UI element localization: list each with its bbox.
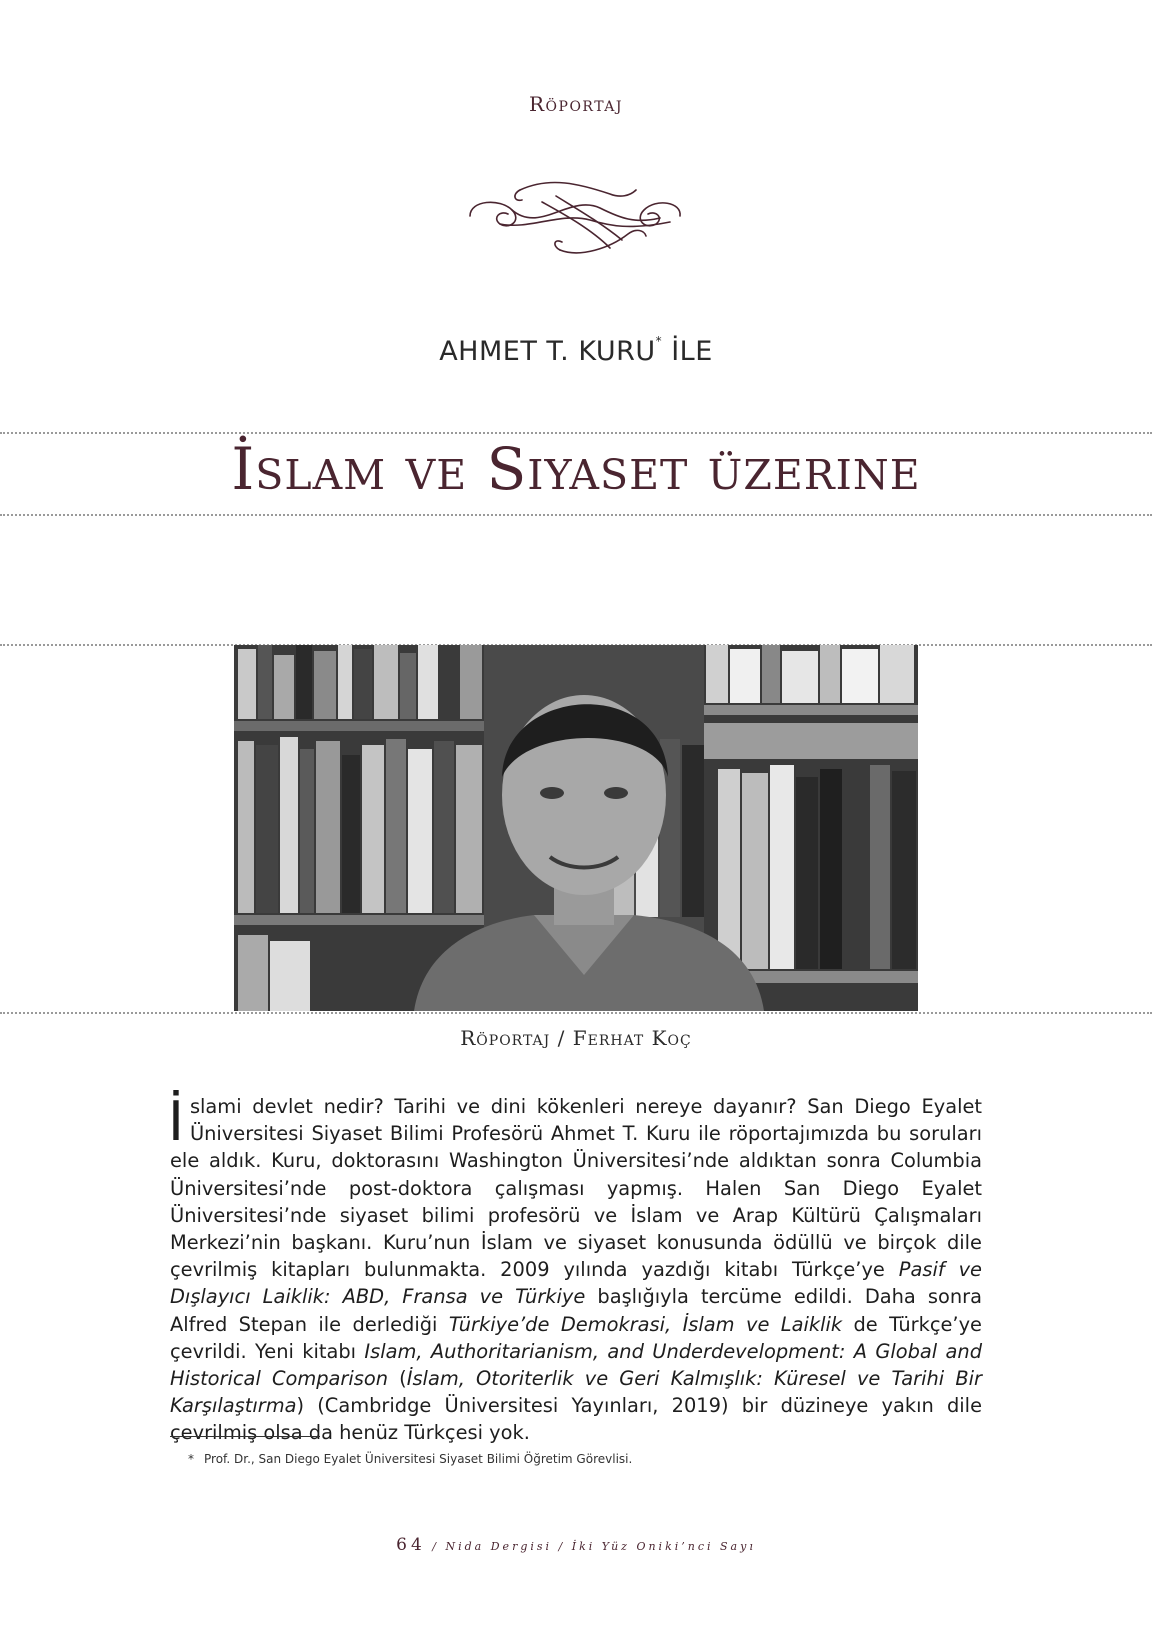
photo-caption: Röportaj / Ferhat Koç	[460, 1026, 692, 1050]
page-number: 64	[396, 1535, 426, 1555]
intro-text-5: ) (Cambridge Üniversitesi Yayınları, 2019) bir düzineye yakın dile çevrilmiş olsa da henüz Türkçesi yok.	[170, 1394, 982, 1445]
portrait-photo	[234, 645, 918, 1011]
flourish-ornament-icon	[460, 172, 690, 262]
page-title: İslam ve Siyaset üzerine	[231, 435, 921, 503]
intro-text-4: (	[388, 1367, 407, 1391]
intro-paragraph	[168, 1090, 983, 1447]
intro-text-3: de Türkçe’ye çevrildi. Yeni kitabı	[170, 1312, 982, 1363]
drop-cap: İ	[168, 1090, 184, 1153]
bookshelf-portrait-icon	[234, 645, 918, 1011]
footnote-text: Prof. Dr., San Diego Eyalet Üniversitesi Siyaset Bilimi Öğretim Görevlisi.	[204, 1452, 633, 1466]
page-folio	[0, 1535, 1152, 1555]
footnote	[188, 1452, 632, 1466]
footnote-mark: *	[655, 334, 663, 348]
footnote-mark: *	[188, 1452, 194, 1466]
interviewee-line	[0, 336, 1152, 367]
book-title-3: Islam, Authoritarianism, and Underdevelopment: A Global and Historical Comparison	[170, 1339, 983, 1391]
dotted-rule-title-bottom	[0, 514, 1152, 516]
book-title-3-tr: İslam, Otoriterlik ve Geri Kalmışlık: Küresel ve Tarihi Bir Karşılaştırma	[170, 1367, 982, 1418]
intro-text-1: slami devlet nedir? Tarihi ve dini kökenleri nereye dayanır? San Diego Eyalet Üniversitesi Siyaset Bilimi Profesörü Ahmet T. Kuru ile röportajımızda bu soruları ele aldık. Kuru, doktorasını Washington Üniversitesi’nde aldıktan sonra Columbia Üniversitesi’nde post-doktora çalışması yapmış. Halen San Diego Eyalet Üniversitesi’nde siyaset bilimi profesörü ve İslam ve Arap Kültürü Çalışmaları Merkezi’nin başkanı. Kuru’nun İslam ve siyaset konusunda ödüllü ve birçok dile çevrilmiş kitapları bulunmakta. 2009 yılında yazdığı kitabı Türkçe’ye	[170, 1095, 982, 1282]
intro-text-2: başlığıyla tercüme edildi. Daha sonra Alfred Stepan ile derlediği	[170, 1285, 982, 1336]
footnote-rule	[170, 1436, 320, 1437]
book-title-1: Pasif ve Dışlayıcı Laiklik: ABD, Fransa ve Türkiye	[170, 1258, 982, 1309]
interviewee-suffix: İLE	[671, 336, 713, 367]
dotted-rule-photo-bottom	[0, 1012, 1152, 1014]
section-label: Röportaj	[528, 92, 624, 116]
interviewee-name: AHMET T. KURU	[439, 336, 656, 367]
journal-name: / Nida Dergisi / İki Yüz Oniki’nci Sayı	[432, 1540, 756, 1553]
book-title-2: Türkiye’de Demokrasi, İslam ve Laiklik	[448, 1312, 843, 1336]
